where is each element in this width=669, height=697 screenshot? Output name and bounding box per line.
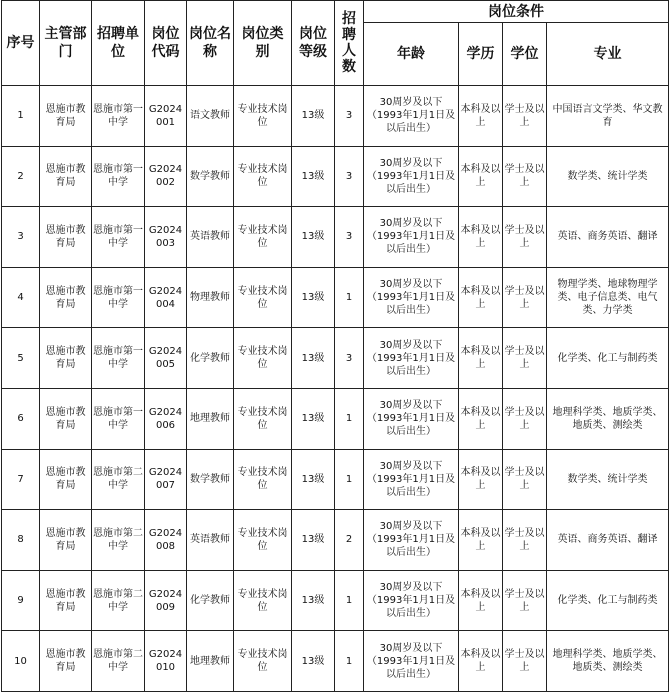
cell-code: G2024010: [145, 631, 187, 692]
cell-education: 本科及以上: [459, 328, 503, 389]
cell-category: 专业技术岗位: [234, 146, 292, 207]
cell-major: 数学类、统计学类: [547, 449, 669, 510]
cell-category: 专业技术岗位: [234, 388, 292, 449]
cell-education: 本科及以上: [459, 631, 503, 692]
cell-education: 本科及以上: [459, 570, 503, 631]
cell-category: 专业技术岗位: [234, 267, 292, 328]
cell-dept: 恩施市教育局: [40, 207, 92, 268]
cell-unit: 恩施市第一中学: [92, 388, 145, 449]
cell-unit: 恩施市第二中学: [92, 631, 145, 692]
cell-major: 英语、商务英语、翻译: [547, 510, 669, 571]
cell-grade: 13级: [292, 631, 335, 692]
cell-name: 地理教师: [187, 631, 234, 692]
cell-count: 1: [335, 388, 364, 449]
cell-degree: 学士及以上: [503, 328, 547, 389]
cell-count: 1: [335, 449, 364, 510]
cell-name: 数学教师: [187, 449, 234, 510]
cell-seq: 2: [2, 146, 40, 207]
cell-category: 专业技术岗位: [234, 207, 292, 268]
cell-education: 本科及以上: [459, 449, 503, 510]
cell-major: 物理学类、地球物理学类、电子信息类、电气类、力学类: [547, 267, 669, 328]
cell-degree: 学士及以上: [503, 449, 547, 510]
cell-dept: 恩施市教育局: [40, 570, 92, 631]
cell-category: 专业技术岗位: [234, 328, 292, 389]
cell-name: 物理教师: [187, 267, 234, 328]
cell-grade: 13级: [292, 388, 335, 449]
cell-seq: 6: [2, 388, 40, 449]
cell-education: 本科及以上: [459, 207, 503, 268]
cell-seq: 3: [2, 207, 40, 268]
cell-age: 30周岁及以下（1993年1月1日及以后出生）: [364, 570, 459, 631]
header-degree: 学位: [503, 23, 547, 86]
cell-grade: 13级: [292, 328, 335, 389]
cell-dept: 恩施市教育局: [40, 449, 92, 510]
cell-name: 化学教师: [187, 570, 234, 631]
cell-dept: 恩施市教育局: [40, 328, 92, 389]
cell-age: 30周岁及以下（1993年1月1日及以后出生）: [364, 388, 459, 449]
cell-count: 3: [335, 328, 364, 389]
cell-name: 数学教师: [187, 146, 234, 207]
header-age: 年龄: [364, 23, 459, 86]
cell-unit: 恩施市第二中学: [92, 570, 145, 631]
table-row: [2, 510, 669, 571]
cell-count: 2: [335, 510, 364, 571]
cell-code: G2024007: [145, 449, 187, 510]
cell-age: 30周岁及以下（1993年1月1日及以后出生）: [364, 328, 459, 389]
cell-count: 1: [335, 570, 364, 631]
table-row: [2, 388, 669, 449]
cell-major: 中国语言文学类、华文教育: [547, 86, 669, 147]
cell-seq: 4: [2, 267, 40, 328]
header-conditions: 岗位条件: [364, 1, 669, 23]
cell-name: 英语教师: [187, 207, 234, 268]
cell-dept: 恩施市教育局: [40, 267, 92, 328]
table-row: [2, 570, 669, 631]
cell-category: 专业技术岗位: [234, 631, 292, 692]
cell-seq: 9: [2, 570, 40, 631]
recruitment-table: [1, 0, 669, 692]
cell-major: 化学类、化工与制药类: [547, 570, 669, 631]
table-row: [2, 86, 669, 147]
header-category: 岗位类别: [234, 1, 292, 86]
cell-count: 3: [335, 86, 364, 147]
cell-category: 专业技术岗位: [234, 510, 292, 571]
cell-unit: 恩施市第一中学: [92, 146, 145, 207]
cell-name: 化学教师: [187, 328, 234, 389]
cell-unit: 恩施市第一中学: [92, 207, 145, 268]
cell-age: 30周岁及以下（1993年1月1日及以后出生）: [364, 449, 459, 510]
cell-seq: 8: [2, 510, 40, 571]
cell-seq: 7: [2, 449, 40, 510]
cell-dept: 恩施市教育局: [40, 86, 92, 147]
cell-code: G2024008: [145, 510, 187, 571]
cell-code: G2024004: [145, 267, 187, 328]
cell-dept: 恩施市教育局: [40, 146, 92, 207]
table-row: [2, 631, 669, 692]
cell-degree: 学士及以上: [503, 207, 547, 268]
cell-education: 本科及以上: [459, 146, 503, 207]
cell-grade: 13级: [292, 570, 335, 631]
cell-age: 30周岁及以下（1993年1月1日及以后出生）: [364, 267, 459, 328]
table-row: [2, 267, 669, 328]
cell-count: 3: [335, 207, 364, 268]
header-grade: 岗位等级: [292, 1, 335, 86]
cell-code: G2024001: [145, 86, 187, 147]
header-seq: 序号: [2, 1, 40, 86]
cell-grade: 13级: [292, 267, 335, 328]
cell-dept: 恩施市教育局: [40, 388, 92, 449]
cell-age: 30周岁及以下（1993年1月1日及以后出生）: [364, 146, 459, 207]
cell-degree: 学士及以上: [503, 146, 547, 207]
cell-major: 地理科学类、地质学类、地质类、测绘类: [547, 631, 669, 692]
cell-code: G2024005: [145, 328, 187, 389]
cell-unit: 恩施市第一中学: [92, 328, 145, 389]
cell-count: 3: [335, 146, 364, 207]
cell-degree: 学士及以上: [503, 86, 547, 147]
header-education: 学历: [459, 23, 503, 86]
cell-count: 1: [335, 267, 364, 328]
cell-major: 地理科学类、地质学类、地质类、测绘类: [547, 388, 669, 449]
cell-code: G2024006: [145, 388, 187, 449]
cell-count: 1: [335, 631, 364, 692]
header-dept: 主管部门: [40, 1, 92, 86]
header-count: 招聘人数: [335, 1, 364, 86]
cell-education: 本科及以上: [459, 388, 503, 449]
cell-category: 专业技术岗位: [234, 86, 292, 147]
cell-grade: 13级: [292, 449, 335, 510]
cell-major: 数学类、统计学类: [547, 146, 669, 207]
table-row: [2, 207, 669, 268]
cell-grade: 13级: [292, 86, 335, 147]
cell-grade: 13级: [292, 510, 335, 571]
cell-seq: 1: [2, 86, 40, 147]
cell-dept: 恩施市教育局: [40, 510, 92, 571]
cell-seq: 10: [2, 631, 40, 692]
cell-degree: 学士及以上: [503, 631, 547, 692]
cell-degree: 学士及以上: [503, 510, 547, 571]
table-row: [2, 146, 669, 207]
cell-unit: 恩施市第二中学: [92, 449, 145, 510]
cell-name: 英语教师: [187, 510, 234, 571]
cell-age: 30周岁及以下（1993年1月1日及以后出生）: [364, 207, 459, 268]
cell-code: G2024009: [145, 570, 187, 631]
cell-seq: 5: [2, 328, 40, 389]
cell-category: 专业技术岗位: [234, 570, 292, 631]
table-row: [2, 449, 669, 510]
cell-unit: 恩施市第一中学: [92, 86, 145, 147]
cell-degree: 学士及以上: [503, 267, 547, 328]
cell-degree: 学士及以上: [503, 570, 547, 631]
cell-education: 本科及以上: [459, 86, 503, 147]
cell-unit: 恩施市第一中学: [92, 267, 145, 328]
cell-major: 英语、商务英语、翻译: [547, 207, 669, 268]
header-major: 专业: [547, 23, 669, 86]
header-unit: 招聘单位: [92, 1, 145, 86]
table-row: [2, 328, 669, 389]
cell-category: 专业技术岗位: [234, 449, 292, 510]
header-code: 岗位代码: [145, 1, 187, 86]
cell-age: 30周岁及以下（1993年1月1日及以后出生）: [364, 86, 459, 147]
cell-name: 语文教师: [187, 86, 234, 147]
cell-name: 地理教师: [187, 388, 234, 449]
cell-major: 化学类、化工与制药类: [547, 328, 669, 389]
cell-code: G2024003: [145, 207, 187, 268]
cell-grade: 13级: [292, 207, 335, 268]
cell-degree: 学士及以上: [503, 388, 547, 449]
cell-grade: 13级: [292, 146, 335, 207]
cell-code: G2024002: [145, 146, 187, 207]
cell-education: 本科及以上: [459, 510, 503, 571]
cell-dept: 恩施市教育局: [40, 631, 92, 692]
cell-education: 本科及以上: [459, 267, 503, 328]
cell-unit: 恩施市第二中学: [92, 510, 145, 571]
header-name: 岗位名称: [187, 1, 234, 86]
cell-age: 30周岁及以下（1993年1月1日及以后出生）: [364, 631, 459, 692]
cell-age: 30周岁及以下（1993年1月1日及以后出生）: [364, 510, 459, 571]
